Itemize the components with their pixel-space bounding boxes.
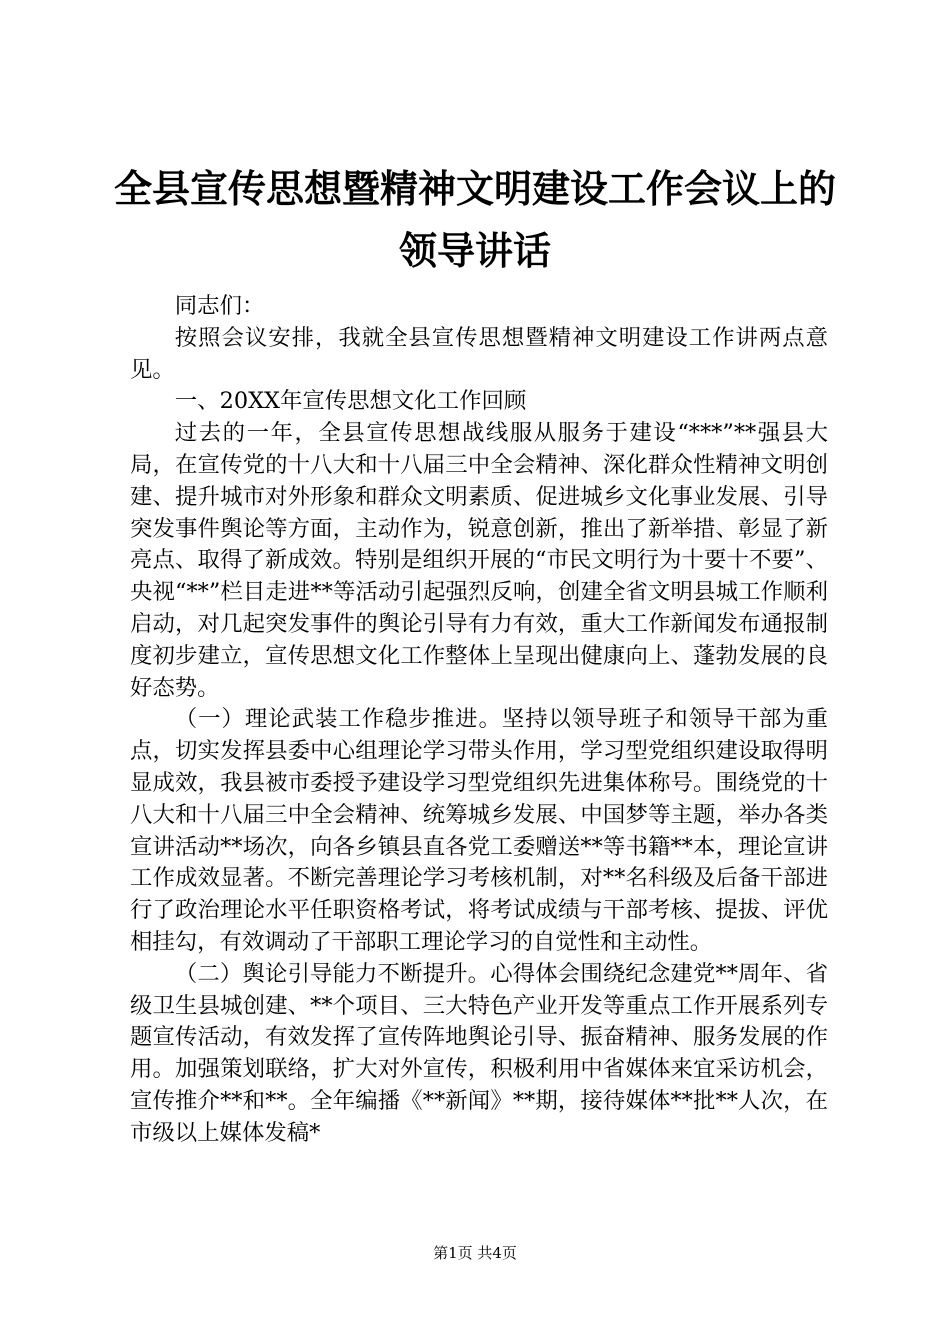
salutation: 同志们： <box>174 293 265 319</box>
document-title: 全县宣传思想暨精神文明建设工作会议上的领导讲话 <box>113 166 836 273</box>
paragraph-intro: 按照会议安排，我就全县宣传思想暨精神文明建设工作讲两点意见。 <box>130 324 828 383</box>
paragraph-opinion: （二）舆论引导能力不断提升。心得体会围绕纪念建党**周年、省级卫生县城创建、**个项目、三大特色产业开发等重点工作开展系列专题宣传活动，有效发挥了宣传阵地舆论引导、振奋精神、服务发展的作用。加强策划联络，扩大对外宣传，积极利用中省媒体来宜采访机会，宣传推介**和**。全年编播《**新闻》**期，接待媒体**批**人次，在市级以上媒体发稿* <box>130 960 828 1146</box>
paragraph-theory: （一）理论武装工作稳步推进。坚持以领导班子和领导干部为重点，切实发挥县委中心组理论学习带头作用，学习型党组织建设取得明显成效，我县被市委授予建设学习型党组织先进集体称号。围绕党的十八大和十八届三中全会精神、统筹城乡发展、中国梦等主题，举办各类宣讲活动**场次，向各乡镇县直各党工委赠送**等书籍**本，理论宣讲工作成效显著。不断完善理论学习考核机制，对**名科级及后备干部进行了政治理论水平任职资格考试，将考试成绩与干部考核、提拔、评优相挂勾，有效调动了干部职工理论学习的自觉性和主动性。 <box>130 706 828 955</box>
section-heading: 一、20XX年宣传思想文化工作回顾 <box>174 388 527 415</box>
page-number-footer: 第1页 共4页 <box>433 1244 517 1262</box>
document-body <box>130 291 828 1150</box>
paragraph-review: 过去的一年，全县宣传思想战线服从服务于建设“***”**强县大局，在宣传党的十八大和十八届三中全会精神、深化群众性精神文明创建、提升城市对外形象和群众文明素质、促进城乡文化事业发展、引导突发事件舆论等方面，主动作为，锐意创新，推出了新举措、彰显了新亮点、取得了新成效。特别是组织开展的“市民文明行为十要十不要”、央视“**”栏目走进**等活动引起强烈反响，创建全省文明县城工作顺利启动，对几起突发事件的舆论引导有力有效，重大工作新闻发布通报制度初步建立，宣传思想文化工作整体上呈现出健康向上、蓬勃发展的良好态势。 <box>130 420 828 701</box>
